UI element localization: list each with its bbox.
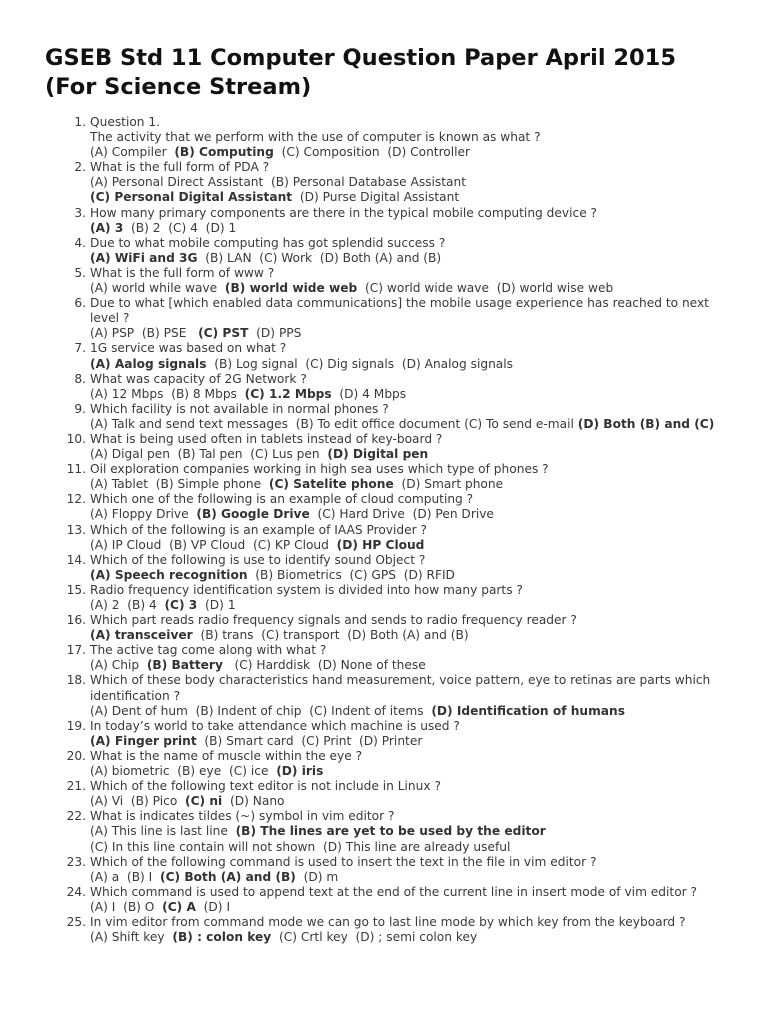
answer-options — [90, 357, 723, 372]
correct-answer: (C) Satelite phone — [268, 477, 394, 492]
answer-options — [90, 930, 723, 945]
text-segment: Which facility is not available in normal phones ? — [90, 401, 389, 416]
answer-options — [90, 417, 723, 432]
answer-options — [90, 251, 723, 266]
answer-options — [90, 387, 723, 402]
question-number: 6. — [74, 296, 86, 311]
question-item — [0, 915, 768, 945]
text-segment: (A) IP Cloud (B) VP Cloud (C) KP Cloud — [90, 537, 337, 552]
question-text — [90, 643, 723, 658]
question-number: 13. — [66, 522, 86, 537]
text-segment: Which one of the following is an example of cloud computing ? — [90, 492, 474, 507]
question-number: 24. — [66, 884, 86, 899]
text-segment: (B) 2 (C) 4 (D) 1 — [123, 220, 237, 235]
text-segment: What is the name of muscle within the eye ? — [90, 748, 363, 763]
text-segment: In today’s world to take attendance which machine is used ? — [90, 718, 460, 733]
question-text — [90, 492, 723, 507]
question-item — [0, 523, 768, 553]
text-segment: What is indicates tildes (~) symbol in vim editor ? — [90, 809, 395, 824]
question-number: 14. — [66, 552, 86, 567]
answer-options — [90, 538, 723, 553]
question-number: 9. — [74, 401, 86, 416]
correct-answer: (D) Digital pen — [327, 447, 429, 462]
answer-options — [90, 870, 723, 885]
question-text — [90, 523, 723, 538]
correct-answer: (C) Personal Digital Assistant — [90, 190, 293, 205]
correct-answer: (C) A — [162, 899, 196, 914]
question-number: 20. — [66, 748, 86, 763]
correct-answer: (B) : colon key — [172, 930, 272, 945]
correct-answer: (B) world wide web — [224, 281, 358, 296]
title-line-2: (For Science Stream) — [45, 74, 312, 100]
text-segment: (D) Smart phone — [393, 477, 504, 492]
correct-answer: (D) Identification of humans — [431, 703, 625, 718]
question-text — [90, 583, 723, 598]
question-item — [0, 372, 768, 402]
question-item — [0, 553, 768, 583]
text-segment: (A) Shift key — [90, 930, 173, 945]
text-segment: (C) Composition (D) Controller — [273, 145, 471, 160]
text-segment: (A) Floppy Drive — [90, 507, 197, 522]
text-segment: (A) Chip — [90, 658, 147, 673]
text-segment: (D) Purse Digital Assistant — [292, 190, 460, 205]
question-item — [0, 583, 768, 613]
question-number: 12. — [66, 492, 86, 507]
correct-answer: (C) 1.2 Mbps — [244, 386, 332, 401]
correct-answer: (C) ni — [185, 794, 223, 809]
text-segment: (A) Vi (B) Pico — [90, 794, 186, 809]
question-text — [90, 915, 723, 930]
question-number: 23. — [66, 854, 86, 869]
correct-answer: (C) PST — [198, 326, 249, 341]
text-segment: What was capacity of 2G Network ? — [90, 371, 307, 386]
question-text — [90, 296, 723, 326]
correct-answer: (A) Speech recognition — [90, 567, 248, 582]
text-segment: (D) I — [195, 899, 231, 914]
question-text — [90, 266, 723, 281]
text-segment: Oil exploration companies working in high sea uses which type of phones ? — [90, 462, 549, 477]
text-segment: (A) I (B) O — [90, 899, 163, 914]
text-segment: (A) Compiler — [90, 145, 175, 160]
title-line-1: GSEB Std 11 Computer Question Paper April 2015 — [45, 45, 676, 71]
question-number: 1. — [74, 115, 86, 129]
question-item — [0, 492, 768, 522]
question-item — [0, 206, 768, 236]
question-text — [90, 236, 723, 251]
text-segment: (C) In this line contain will not shown (D) This line are already useful — [90, 839, 511, 854]
text-segment: The activity that we perform with the use of computer is known as what ? — [90, 130, 541, 145]
text-segment: Which of the following text editor is not include in Linux ? — [90, 779, 441, 794]
text-segment: Which of these body characteristics hand measurement, voice pattern, eye to retinas are parts which identification ? — [90, 673, 715, 703]
answer-options — [90, 145, 723, 160]
question-text — [90, 115, 723, 130]
question-text — [90, 779, 723, 794]
question-number: 17. — [66, 643, 86, 658]
answer-options — [90, 130, 723, 145]
question-item — [0, 402, 768, 432]
answer-options — [90, 190, 723, 205]
answer-options — [90, 704, 723, 719]
answer-options — [90, 824, 723, 839]
text-segment: (D) PPS — [248, 326, 302, 341]
question-number: 25. — [66, 914, 86, 929]
question-item — [0, 643, 768, 673]
text-segment: Due to what [which enabled data communications] the mobile usage experience has reached to next level ? — [90, 296, 713, 326]
text-segment: What is the full form of www ? — [90, 265, 275, 280]
text-segment: (B) Biometrics (C) GPS (D) RFID — [247, 567, 455, 582]
text-segment: Radio frequency identification system is divided into how many parts ? — [90, 582, 523, 597]
correct-answer: (D) iris — [276, 764, 324, 779]
question-text — [90, 719, 723, 734]
question-item — [0, 115, 768, 160]
answer-options — [90, 598, 723, 613]
text-segment: How many primary components are there in the typical mobile computing device ? — [90, 205, 598, 220]
question-number: 11. — [66, 462, 86, 477]
text-segment: (D) Nano — [222, 794, 285, 809]
text-segment: Question 1. — [90, 115, 161, 129]
question-item — [0, 779, 768, 809]
answer-options — [90, 175, 723, 190]
text-segment: (C) Harddisk (D) None of these — [222, 658, 426, 673]
text-segment: (A) Personal Direct Assistant (B) Personal Database Assistant — [90, 175, 467, 190]
text-segment: (A) Dent of hum (B) Indent of chip (C) Indent of items — [90, 703, 432, 718]
question-number: 10. — [66, 431, 86, 446]
text-segment: Due to what mobile computing has got splendid success ? — [90, 235, 446, 250]
text-segment: In vim editor from command mode we can go to last line mode by which key from the keyboard ? — [90, 914, 686, 929]
question-item — [0, 462, 768, 492]
question-number: 8. — [74, 371, 86, 386]
text-segment: Which command is used to append text at the end of the current line in insert mode of vim editor ? — [90, 884, 698, 899]
correct-answer: (A) WiFi and 3G — [90, 250, 198, 265]
text-segment: Which of the following command is used to insert the text in the file in vim editor ? — [90, 854, 597, 869]
question-item — [0, 855, 768, 885]
text-segment: (A) This line is last line — [90, 824, 236, 839]
correct-answer: (C) 3 — [164, 598, 198, 612]
question-item — [0, 266, 768, 296]
question-item — [0, 885, 768, 915]
question-text — [90, 402, 723, 417]
question-number: 19. — [66, 718, 86, 733]
question-number: 3. — [74, 205, 86, 220]
question-number: 4. — [74, 235, 86, 250]
text-segment: What is being used often in tablets instead of key-board ? — [90, 431, 443, 446]
text-segment: Which part reads radio frequency signals and sends to radio frequency reader ? — [90, 613, 577, 628]
text-segment: (D) m — [295, 869, 339, 884]
text-segment: (A) 12 Mbps (B) 8 Mbps — [90, 386, 245, 401]
page-title — [45, 44, 745, 102]
question-text — [90, 341, 723, 356]
question-item — [0, 160, 768, 205]
text-segment: (A) biometric (B) eye (C) ice — [90, 764, 277, 779]
answer-options — [90, 221, 723, 236]
text-segment: (A) a (B) I — [90, 869, 161, 884]
correct-answer: (A) Finger print — [90, 733, 197, 748]
question-number: 2. — [74, 160, 86, 175]
correct-answer: (D) Both (B) and (C) — [577, 416, 715, 431]
text-segment: 1G service was based on what ? — [90, 341, 287, 356]
text-segment: (B) Log signal (C) Dig signals (D) Analog signals — [206, 356, 513, 371]
text-segment: Which of the following is an example of IAAS Provider ? — [90, 522, 427, 537]
correct-answer: (B) Battery — [146, 658, 223, 673]
text-segment: (B) trans (C) transport (D) Both (A) and (B) — [192, 628, 469, 643]
question-item — [0, 673, 768, 718]
question-text — [90, 885, 723, 900]
answer-options — [90, 628, 723, 643]
answer-options — [90, 447, 723, 462]
question-number: 7. — [74, 341, 86, 356]
question-item — [0, 613, 768, 643]
correct-answer: (A) transceiver — [90, 628, 193, 643]
question-text — [90, 372, 723, 387]
text-segment: (B) LAN (C) Work (D) Both (A) and (B) — [197, 250, 442, 265]
answer-options — [90, 507, 723, 522]
question-list — [0, 115, 768, 945]
answer-options — [90, 568, 723, 583]
text-segment: (D) 1 — [197, 598, 236, 612]
question-number: 22. — [66, 809, 86, 824]
question-number: 18. — [66, 673, 86, 688]
correct-answer: (A) 3 — [90, 220, 124, 235]
text-segment: The active tag come along with what ? — [90, 643, 327, 658]
answer-options — [90, 326, 723, 341]
question-text — [90, 462, 723, 477]
question-text — [90, 613, 723, 628]
text-segment: (A) PSP (B) PSE — [90, 326, 199, 341]
text-segment: (A) world while wave — [90, 281, 225, 296]
question-text — [90, 809, 723, 824]
correct-answer: (D) HP Cloud — [336, 537, 425, 552]
text-segment: (A) 2 (B) 4 — [90, 598, 165, 612]
answer-options — [90, 658, 723, 673]
question-text — [90, 432, 723, 447]
answer-options — [90, 794, 723, 809]
correct-answer: (A) Aalog signals — [90, 356, 207, 371]
question-item — [0, 719, 768, 749]
text-segment: (A) Talk and send text messages (B) To edit office document (C) To send e-mail — [90, 416, 578, 431]
answer-options — [90, 281, 723, 296]
question-number: 16. — [66, 613, 86, 628]
question-text — [90, 553, 723, 568]
correct-answer: (B) Google Drive — [196, 507, 310, 522]
answer-options — [90, 900, 723, 915]
answer-options — [90, 477, 723, 492]
question-item — [0, 432, 768, 462]
question-item — [0, 749, 768, 779]
question-text — [90, 160, 723, 175]
text-segment: (B) Smart card (C) Print (D) Printer — [196, 733, 423, 748]
question-item — [0, 341, 768, 371]
text-segment: (A) Tablet (B) Simple phone — [90, 477, 269, 492]
text-segment: (D) 4 Mbps — [331, 386, 407, 401]
text-segment: (C) Crtl key (D) ; semi colon key — [271, 930, 478, 945]
text-segment: Which of the following is use to identify sound Object ? — [90, 552, 426, 567]
correct-answer: (C) Both (A) and (B) — [160, 869, 296, 884]
text-segment: (C) world wide wave (D) world wise web — [357, 281, 614, 296]
question-text — [90, 673, 723, 703]
question-item — [0, 296, 768, 341]
answer-options — [90, 734, 723, 749]
text-segment: (C) Hard Drive (D) Pen Drive — [309, 507, 494, 522]
question-item — [0, 809, 768, 854]
question-text — [90, 206, 723, 221]
question-text — [90, 855, 723, 870]
question-number: 5. — [74, 265, 86, 280]
answer-options — [90, 840, 723, 855]
correct-answer: (B) Computing — [174, 145, 274, 160]
text-segment: What is the full form of PDA ? — [90, 160, 270, 175]
question-text — [90, 749, 723, 764]
answer-options — [90, 764, 723, 779]
question-number: 21. — [66, 779, 86, 794]
text-segment: (A) Digal pen (B) Tal pen (C) Lus pen — [90, 447, 328, 462]
question-item — [0, 236, 768, 266]
question-number: 15. — [66, 582, 86, 597]
correct-answer: (B) The lines are yet to be used by the editor — [235, 824, 546, 839]
